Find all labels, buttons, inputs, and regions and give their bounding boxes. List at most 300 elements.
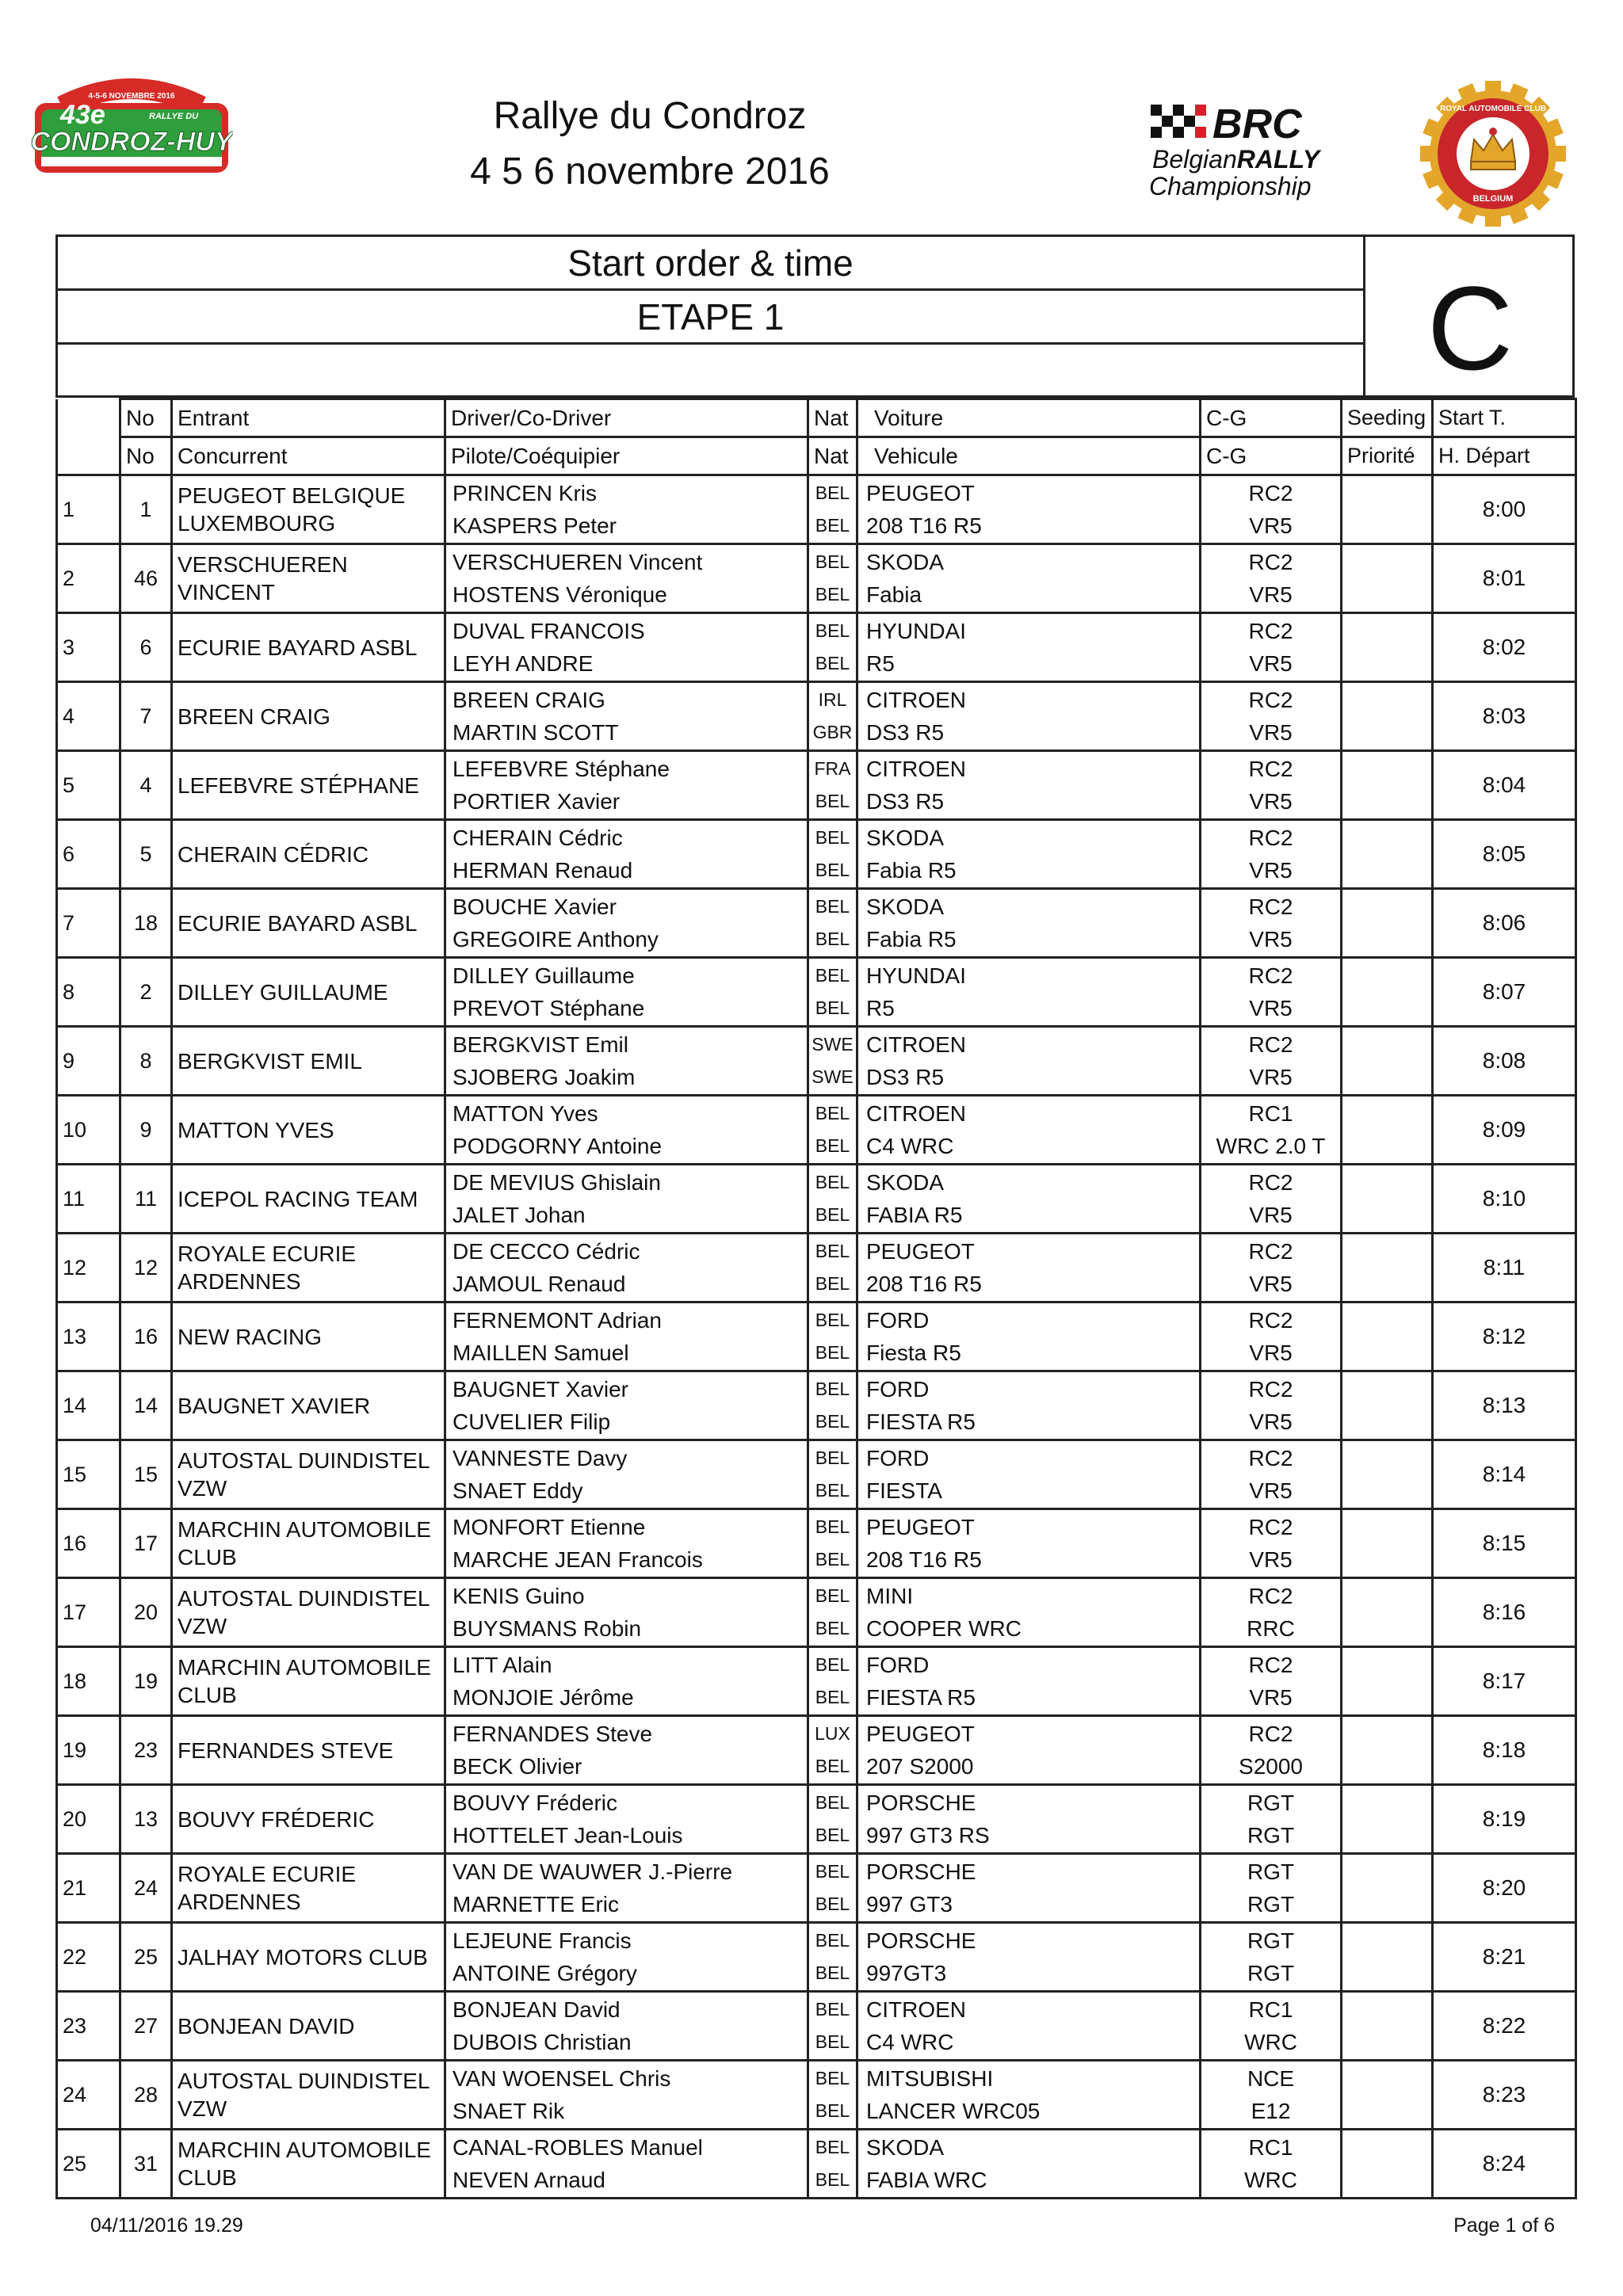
cell-vehicle	[857, 820, 1201, 889]
document-heading: Start order & time	[58, 237, 1363, 291]
cell-entrant: PEUGEOT BELGIQUE LUXEMBOURG	[172, 475, 445, 544]
cell-model: R5	[866, 651, 895, 676]
cell-model: COOPER WRC	[866, 1616, 1022, 1641]
cell-vehicle	[857, 1096, 1201, 1165]
cell-driver: VERSCHUEREN Vincent	[453, 550, 703, 574]
cell-model: Fabia R5	[866, 927, 957, 952]
cell-codriver: PODGORNY Antoine	[453, 1134, 663, 1158]
cell-class-group	[1201, 1165, 1342, 1234]
cell-entrant: VERSCHUEREN VINCENT	[172, 544, 445, 613]
cell-driver: BREEN CRAIG	[453, 688, 605, 712]
cell-entrant: LEFEBVRE STÉPHANE	[172, 751, 445, 820]
cell-driver-nat: BEL	[815, 1516, 850, 1537]
cell-driver: CHERAIN Cédric	[453, 826, 623, 850]
header-driver: Driver/Co-Driver	[445, 399, 808, 437]
cell-car-number: 8	[120, 1027, 172, 1096]
header-car: Vehicule	[857, 437, 1201, 475]
cell-driver-nat: BEL	[815, 1103, 850, 1123]
cell-model: DS3 R5	[866, 1065, 945, 1089]
cell-car-number: 4	[120, 751, 172, 820]
cell-entrant: CHERAIN CÉDRIC	[172, 820, 445, 889]
cell-class-group	[1201, 1992, 1342, 2061]
table-row	[57, 1165, 1576, 1234]
cell-seeding	[1342, 1785, 1433, 1854]
header-start: H. Départ	[1433, 437, 1576, 475]
cell-make: PEUGEOT	[866, 1515, 975, 1539]
cell-driver-nat: IRL	[818, 689, 847, 710]
cell-class: RC2	[1248, 963, 1293, 988]
logo-arc-text: 4-5-6 NOVEMBRE 2016	[88, 92, 175, 101]
cell-vehicle	[857, 1647, 1201, 1716]
cell-codriver: ANTOINE Grégory	[453, 1961, 637, 1985]
brc-line2: Championship	[1149, 172, 1312, 200]
cell-start-time: 8:10	[1433, 1165, 1576, 1234]
cell-model: 997 GT3 RS	[866, 1823, 990, 1848]
cell-codriver: DUBOIS Christian	[453, 2030, 632, 2054]
cell-entrant: AUTOSTAL DUINDISTEL VZW	[172, 1440, 445, 1509]
header-no: No	[120, 399, 172, 437]
cell-class: RGT	[1247, 1928, 1295, 1953]
cell-car-number: 1	[120, 475, 172, 544]
cell-entrant: BERGKVIST EMIL	[172, 1027, 445, 1096]
cell-start-time: 8:19	[1433, 1785, 1576, 1854]
cell-make: HYUNDAI	[866, 963, 967, 988]
cell-vehicle	[857, 1165, 1201, 1234]
cell-position: 11	[57, 1165, 120, 1234]
cell-group: VR5	[1249, 1547, 1293, 1572]
cell-class: RGT	[1247, 1859, 1295, 1884]
cell-car-number: 19	[120, 1647, 172, 1716]
cell-nationality	[808, 544, 857, 613]
cell-codriver-nat: GBR	[812, 722, 853, 742]
cell-group: VR5	[1249, 1341, 1293, 1365]
cell-crew	[445, 820, 808, 889]
cell-car-number: 28	[120, 2061, 172, 2130]
cell-seeding	[1342, 1923, 1433, 1992]
cell-codriver-nat: BEL	[815, 1825, 850, 1845]
cell-codriver: SNAET Rik	[453, 2099, 565, 2123]
cell-model: R5	[866, 996, 895, 1020]
cell-seeding	[1342, 1992, 1433, 2061]
table-row	[57, 475, 1576, 544]
cell-codriver: KASPERS Peter	[453, 513, 617, 538]
cell-vehicle	[857, 1302, 1201, 1371]
cell-crew	[445, 1992, 808, 2061]
cell-class-group	[1201, 751, 1342, 820]
cell-class-group	[1201, 1234, 1342, 1302]
cell-driver-nat: BEL	[815, 1310, 850, 1330]
cell-driver: FERNEMONT Adrian	[453, 1308, 662, 1333]
cell-entrant: MATTON YVES	[172, 1096, 445, 1165]
cell-seeding	[1342, 1096, 1433, 1165]
cell-position: 22	[57, 1923, 120, 1992]
cell-crew	[445, 1509, 808, 1578]
cell-crew	[445, 1785, 808, 1854]
cell-group: VR5	[1249, 720, 1293, 745]
table-body	[57, 475, 1576, 2199]
cell-vehicle	[857, 751, 1201, 820]
cell-entrant: BONJEAN DAVID	[172, 1992, 445, 2061]
cell-entrant: ICEPOL RACING TEAM	[172, 1165, 445, 1234]
cell-driver: FERNANDES Steve	[453, 1722, 653, 1746]
logo-name: CONDROZ-HUY	[30, 127, 233, 157]
cell-seeding	[1342, 475, 1433, 544]
cell-class: RC2	[1248, 1515, 1293, 1539]
cell-codriver-nat: BEL	[815, 1894, 850, 1914]
cell-class-group	[1201, 2061, 1342, 2130]
cell-make: PEUGEOT	[866, 481, 975, 505]
cell-driver-nat: BEL	[815, 1585, 850, 1606]
cell-make: MITSUBISHI	[866, 2066, 994, 2091]
cell-nationality	[808, 958, 857, 1027]
cell-codriver: PREVOT Stéphane	[453, 996, 645, 1020]
cell-codriver: HOTTELET Jean-Louis	[453, 1823, 683, 1848]
cell-driver-nat: BEL	[815, 1999, 850, 2019]
cell-codriver: SJOBERG Joakim	[453, 1065, 636, 1089]
cell-make: FORD	[866, 1653, 930, 1677]
brc-logo	[1148, 101, 1355, 203]
cell-codriver: GREGOIRE Anthony	[453, 927, 659, 952]
svg-text:BelgianRALLY	[1152, 145, 1322, 174]
cell-driver-nat: BEL	[815, 1447, 850, 1468]
cell-group: VR5	[1249, 1685, 1293, 1710]
cell-car-number: 16	[120, 1302, 172, 1371]
cell-car-number: 17	[120, 1509, 172, 1578]
cell-class-group	[1201, 544, 1342, 613]
event-dates: 4 5 6 novembre 2016	[470, 151, 830, 193]
cell-driver-nat: BEL	[815, 1241, 850, 1261]
cell-vehicle	[857, 1440, 1201, 1509]
cell-crew	[445, 1234, 808, 1302]
cell-class: RC2	[1248, 826, 1293, 850]
cell-car-number: 7	[120, 682, 172, 751]
cell-position: 1	[57, 475, 120, 544]
cell-position: 17	[57, 1578, 120, 1647]
cell-group: VR5	[1249, 1272, 1293, 1296]
cell-make: CITROEN	[866, 1032, 966, 1057]
cell-model: LANCER WRC05	[866, 2099, 1041, 2123]
cell-codriver: MARNETTE Eric	[453, 1892, 619, 1917]
cell-group: VR5	[1249, 1065, 1293, 1089]
cell-position: 16	[57, 1509, 120, 1578]
cell-entrant: AUTOSTAL DUINDISTEL VZW	[172, 2061, 445, 2130]
cell-driver: VAN DE WAUWER J.-Pierre	[453, 1859, 733, 1884]
cell-model: FIESTA R5	[866, 1685, 976, 1710]
cell-position: 23	[57, 1992, 120, 2061]
cell-class: RC2	[1248, 1308, 1293, 1333]
header-seeding: Seeding	[1342, 399, 1433, 437]
cell-seeding	[1342, 1165, 1433, 1234]
cell-model: 997 GT3	[866, 1892, 953, 1917]
checkered-flag-icon	[1151, 105, 1206, 138]
cell-class-group	[1201, 1096, 1342, 1165]
cell-start-time: 8:12	[1433, 1302, 1576, 1371]
cell-crew	[445, 1302, 808, 1371]
cell-start-time: 8:05	[1433, 820, 1576, 889]
cell-driver: BOUCHE Xavier	[453, 894, 617, 919]
cell-codriver: MONJOIE Jérôme	[453, 1685, 634, 1710]
cell-nationality	[808, 1440, 857, 1509]
cell-codriver-nat: BEL	[815, 1480, 850, 1501]
cell-group: VR5	[1249, 1478, 1293, 1503]
page-number: Page 1 of 6	[1453, 2214, 1555, 2237]
cell-driver-nat: FRA	[814, 758, 851, 779]
cell-codriver: HOSTENS Véronique	[453, 582, 667, 607]
table-row	[57, 2130, 1576, 2199]
cell-class-group	[1201, 1854, 1342, 1923]
cell-class-group	[1201, 1647, 1342, 1716]
cell-position: 12	[57, 1234, 120, 1302]
cell-vehicle	[857, 1785, 1201, 1854]
table-row	[57, 1578, 1576, 1647]
cell-crew	[445, 1578, 808, 1647]
cell-position: 8	[57, 958, 120, 1027]
cell-crew	[445, 2130, 808, 2199]
cell-group: VR5	[1249, 858, 1293, 883]
cell-class: RC2	[1248, 1239, 1293, 1264]
cell-codriver: BUYSMANS Robin	[453, 1616, 642, 1641]
cell-nationality	[808, 820, 857, 889]
cell-codriver-nat: BEL	[815, 1549, 850, 1569]
cell-seeding	[1342, 1578, 1433, 1647]
cell-make: FORD	[866, 1377, 930, 1402]
cell-codriver-nat: BEL	[815, 1687, 850, 1707]
cell-group: S2000	[1239, 1754, 1303, 1779]
header-nat: Nat	[808, 399, 857, 437]
cell-seeding	[1342, 751, 1433, 820]
cell-nationality	[808, 613, 857, 682]
cell-class-group	[1201, 475, 1342, 544]
cell-vehicle	[857, 544, 1201, 613]
cell-class-group	[1201, 958, 1342, 1027]
cell-class-group	[1201, 1302, 1342, 1371]
cell-class: RC1	[1248, 1101, 1293, 1126]
cell-entrant: DILLEY GUILLAUME	[172, 958, 445, 1027]
cell-vehicle	[857, 475, 1201, 544]
cell-make: SKODA	[866, 826, 945, 850]
cell-class-group	[1201, 613, 1342, 682]
logo-edition: 43e	[60, 100, 105, 130]
cell-class: RC2	[1248, 1170, 1293, 1195]
table-row	[57, 613, 1576, 682]
cell-crew	[445, 2061, 808, 2130]
cell-seeding	[1342, 889, 1433, 958]
cell-model: C4 WRC	[866, 1134, 954, 1158]
cell-driver-nat: BEL	[815, 1861, 850, 1882]
table-row	[57, 1992, 1576, 2061]
table-row	[57, 1785, 1576, 1854]
cell-car-number: 12	[120, 1234, 172, 1302]
cell-entrant: ROYALE ECURIE ARDENNES	[172, 1234, 445, 1302]
cell-class-group	[1201, 1785, 1342, 1854]
cell-class-group	[1201, 1371, 1342, 1440]
cell-entrant: FERNANDES STEVE	[172, 1716, 445, 1785]
cell-codriver: BECK Olivier	[453, 1754, 582, 1779]
cell-model: FABIA R5	[866, 1203, 963, 1227]
cell-nationality	[808, 1509, 857, 1578]
cell-entrant: MARCHIN AUTOMOBILE CLUB	[172, 1509, 445, 1578]
cell-position: 21	[57, 1854, 120, 1923]
cell-vehicle	[857, 889, 1201, 958]
table-row	[57, 1234, 1576, 1302]
cell-class: RC2	[1248, 550, 1293, 574]
cell-group: WRC	[1244, 2030, 1297, 2054]
cell-start-time: 8:17	[1433, 1647, 1576, 1716]
cell-codriver-nat: BEL	[815, 2031, 850, 2052]
cell-start-time: 8:18	[1433, 1716, 1576, 1785]
cell-seeding	[1342, 1647, 1433, 1716]
cell-position: 13	[57, 1302, 120, 1371]
header-no: No	[120, 437, 172, 475]
cell-codriver-nat: BEL	[815, 1756, 850, 1776]
cell-codriver: CUVELIER Filip	[453, 1409, 611, 1434]
cell-vehicle	[857, 1854, 1201, 1923]
cell-make: SKODA	[866, 894, 945, 919]
cell-driver: BOUVY Fréderic	[453, 1791, 617, 1815]
cell-crew	[445, 751, 808, 820]
cell-nationality	[808, 1302, 857, 1371]
cell-car-number: 11	[120, 1165, 172, 1234]
table-row	[57, 958, 1576, 1027]
cell-codriver: JALET Johan	[453, 1203, 586, 1227]
cell-class: RC2	[1248, 1653, 1293, 1677]
cell-nationality	[808, 1785, 857, 1854]
cell-driver: DILLEY Guillaume	[453, 963, 635, 988]
cell-codriver: HERMAN Renaud	[453, 858, 633, 883]
cell-nationality	[808, 1992, 857, 2061]
cell-model: 208 T16 R5	[866, 1272, 982, 1296]
cell-class-group	[1201, 2130, 1342, 2199]
cell-car-number: 23	[120, 1716, 172, 1785]
cell-group: VR5	[1249, 996, 1293, 1020]
cell-model: 207 S2000	[866, 1754, 974, 1779]
header-car: Voiture	[857, 399, 1201, 437]
cell-codriver: MAILLEN Samuel	[453, 1341, 629, 1365]
cell-crew	[445, 1096, 808, 1165]
cell-seeding	[1342, 1716, 1433, 1785]
header-row-fr	[57, 437, 1576, 475]
cell-car-number: 20	[120, 1578, 172, 1647]
header-blank	[57, 437, 120, 475]
cell-vehicle	[857, 1234, 1201, 1302]
cell-codriver: SNAET Eddy	[453, 1478, 583, 1503]
cell-start-time: 8:22	[1433, 1992, 1576, 2061]
cell-car-number: 25	[120, 1923, 172, 1992]
cell-make: CITROEN	[866, 1997, 966, 2022]
cell-codriver: JAMOUL Renaud	[453, 1272, 626, 1296]
table-row	[57, 1027, 1576, 1096]
cell-make: FORD	[866, 1308, 930, 1333]
cell-seeding	[1342, 1371, 1433, 1440]
cell-make: HYUNDAI	[866, 619, 967, 643]
cell-entrant: ECURIE BAYARD ASBL	[172, 613, 445, 682]
table-row	[57, 1923, 1576, 1992]
cell-nationality	[808, 1854, 857, 1923]
cell-codriver-nat: BEL	[815, 653, 850, 673]
cell-vehicle	[857, 1716, 1201, 1785]
cell-crew	[445, 958, 808, 1027]
cell-driver-nat: LUX	[815, 1723, 850, 1744]
table-row	[57, 1096, 1576, 1165]
table-row	[57, 751, 1576, 820]
cell-seeding	[1342, 682, 1433, 751]
cell-make: CITROEN	[866, 688, 966, 712]
cell-driver: BONJEAN David	[453, 1997, 621, 2022]
cell-position: 7	[57, 889, 120, 958]
racb-logo	[1419, 79, 1568, 228]
header-seeding: Priorité	[1342, 437, 1433, 475]
cell-class: RC2	[1248, 1722, 1293, 1746]
cell-seeding	[1342, 1027, 1433, 1096]
cell-seeding	[1342, 820, 1433, 889]
cell-make: CITROEN	[866, 1101, 966, 1126]
cell-vehicle	[857, 1992, 1201, 2061]
header-cg: C-G	[1201, 437, 1342, 475]
cell-codriver: PORTIER Xavier	[453, 789, 621, 814]
cell-position: 15	[57, 1440, 120, 1509]
cell-nationality	[808, 1027, 857, 1096]
cell-class: RC1	[1248, 2135, 1293, 2160]
cell-seeding	[1342, 1234, 1433, 1302]
cell-vehicle	[857, 2061, 1201, 2130]
cell-codriver-nat: BEL	[815, 997, 850, 1018]
cell-driver: CANAL-ROBLES Manuel	[453, 2135, 703, 2160]
cell-driver: LEFEBVRE Stéphane	[453, 757, 670, 781]
cell-position: 2	[57, 544, 120, 613]
cell-crew	[445, 1440, 808, 1509]
cell-group: E12	[1251, 2099, 1291, 2123]
cell-nationality	[808, 1647, 857, 1716]
header-row-en	[57, 399, 1576, 437]
cell-crew	[445, 1647, 808, 1716]
cell-driver: VANNESTE Davy	[453, 1446, 628, 1470]
cell-position: 4	[57, 682, 120, 751]
cell-class-group	[1201, 1440, 1342, 1509]
cell-nationality	[808, 2061, 857, 2130]
cell-position: 14	[57, 1371, 120, 1440]
header-blank	[57, 399, 120, 437]
cell-make: PEUGEOT	[866, 1722, 975, 1746]
cell-group: WRC 2.0 T	[1216, 1134, 1326, 1158]
cell-start-time: 8:14	[1433, 1440, 1576, 1509]
cell-group: VR5	[1249, 513, 1293, 538]
cell-class: RC2	[1248, 481, 1293, 505]
cell-car-number: 15	[120, 1440, 172, 1509]
cell-seeding	[1342, 958, 1433, 1027]
cell-codriver: MARTIN SCOTT	[453, 720, 619, 745]
cell-driver-nat: BEL	[815, 1172, 850, 1192]
brc-line1-b: RALLY	[1236, 145, 1320, 174]
cell-seeding	[1342, 544, 1433, 613]
cell-codriver-nat: BEL	[815, 860, 850, 880]
cell-nationality	[808, 1165, 857, 1234]
cell-nationality	[808, 1371, 857, 1440]
cell-entrant: BOUVY FRÉDERIC	[172, 1785, 445, 1854]
event-title	[396, 89, 903, 200]
cell-driver: DE CECCO Cédric	[453, 1239, 640, 1264]
header-nat: Nat	[808, 437, 857, 475]
cell-crew	[445, 544, 808, 613]
cell-class-group	[1201, 1716, 1342, 1785]
cell-model: Fiesta R5	[866, 1341, 961, 1365]
cell-vehicle	[857, 1371, 1201, 1440]
table-row	[57, 1440, 1576, 1509]
table-row	[57, 820, 1576, 889]
racb-bottom-text: BELGIUM	[1472, 194, 1514, 204]
cell-seeding	[1342, 1509, 1433, 1578]
cell-group: RGT	[1247, 1961, 1295, 1985]
cell-nationality	[808, 889, 857, 958]
